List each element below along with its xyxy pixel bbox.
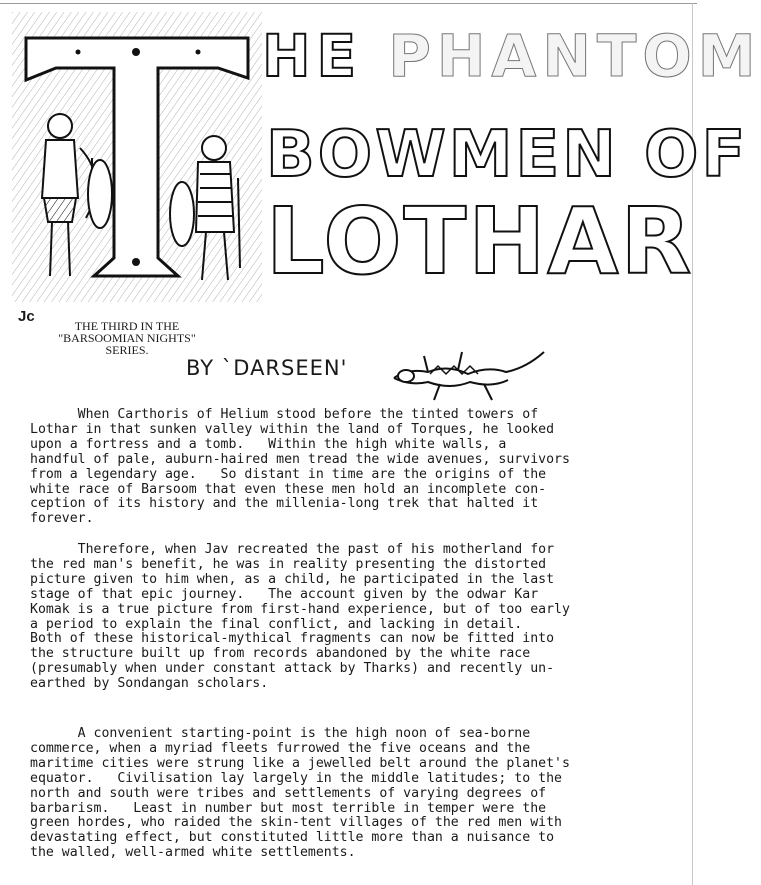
title-phantom: PHANTOM	[388, 22, 761, 90]
title-line-3: LOTHAR	[266, 188, 694, 295]
title-line-1	[262, 22, 761, 90]
artist-initials: Jc	[18, 308, 35, 325]
series-note: THE THIRD IN THE "BARSOOMIAN NIGHTS" SERIES.	[58, 319, 196, 357]
paragraph-3: A convenient starting-point is the high noon of sea-borne commerce, when a myriad fleets furrowed the five oceans and the maritime cities were strung like a jewelled belt around the planet's equator. Civilisation lay largely in the middle latitudes; to the north and south were tribes and settlements of varying degrees of barbarism. Least in number but most terrible in temper were the green hordes, who raided the skin-tent villages of the red men with devastating effect, but constituted little more than a nuisance to the walled, well-armed white settlements.	[30, 726, 570, 861]
paragraph-2: Therefore, when Jav recreated the past of his motherland for the red man's benefit, he was in reality presenting the distorted picture given to him when, as a child, he participated in the last stage of that epic journey. The account given by the odwar Kar Komak is a true picture from first-hand experience, but of too early a period to explain the final conflict, and lacking in detail. Both of these historical-mythical fragments can now be fitted into the structure built up from records abandoned by the white race (presumably when under constant attack by Tharks) and recently un- earthed by Sondangan scholars.	[30, 542, 570, 692]
title-line-2: BOWMEN OF	[266, 118, 749, 192]
lizard-creature-icon	[388, 342, 548, 404]
page-top-edge	[0, 3, 697, 4]
title-the: HE	[262, 22, 363, 90]
paragraph-1: When Carthoris of Helium stood before the tinted towers of Lothar in that sunken valley within the land of Torques, he looked upon a fortress and a tomb. Within the high white walls, a handful of pale, auburn-haired men tread the wide avenues, survivors from a legendary age. So distant in time are the origins of the white race of Barsoom that even these men hold an incomplete con- ception of its history and the millenia-long trek that halted it forever.	[30, 407, 570, 527]
byline: BY `DARSEEN'	[186, 356, 348, 380]
